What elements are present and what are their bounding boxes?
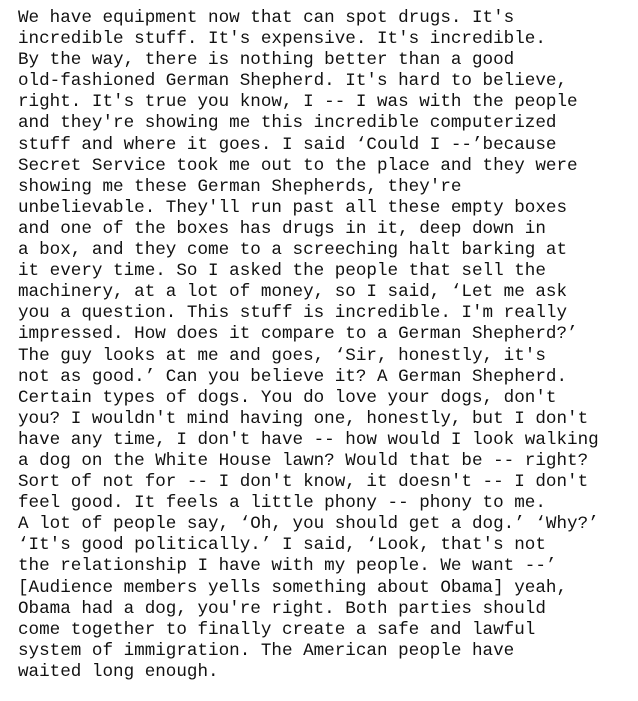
- text-line-25: A lot of people say, ‘Oh, you should get a dog.’ ‘Why?’: [18, 514, 599, 535]
- text-line-8: Secret Service took me out to the place and they were: [18, 155, 578, 176]
- text-line-22: a dog on the White House lawn? Would that be -- right?: [18, 450, 589, 471]
- text-line-1: We have equipment now that can spot drugs. It's: [18, 8, 515, 28]
- text-line-14: machinery, at a lot of money, so I said, ‘Let me ask: [18, 282, 568, 303]
- text-line-2: incredible stuff. It's expensive. It's incredible.: [18, 29, 546, 50]
- text-line-29: Obama had a dog, you're right. Both parties should: [18, 598, 546, 619]
- text-line-17: The guy looks at me and goes, ‘Sir, honestly, it's: [18, 345, 546, 366]
- text-line-10: unbelievable. They'll run past all these empty boxes: [18, 197, 568, 218]
- text-line-11: and one of the boxes has drugs in it, deep down in: [18, 218, 546, 239]
- text-line-20: you? I wouldn't mind having one, honestly, but I don't: [18, 408, 589, 429]
- text-line-15: you a question. This stuff is incredible. I'm really: [18, 303, 568, 324]
- text-line-6: and they're showing me this incredible computerized: [18, 113, 557, 134]
- text-line-30: come together to finally create a safe and lawful: [18, 619, 536, 640]
- text-line-3: By the way, there is nothing better than a good: [18, 50, 515, 71]
- text-line-7: stuff and where it goes. I said ‘Could I --’because: [18, 134, 557, 155]
- text-line-9: showing me these German Shepherds, they're: [18, 176, 462, 197]
- text-line-23: Sort of not for -- I don't know, it doesn't -- I don't: [18, 472, 589, 493]
- text-line-19: Certain types of dogs. You do love your dogs, don't: [18, 387, 557, 408]
- text-line-12: a box, and they come to a screeching halt barking at: [18, 240, 568, 261]
- text-line-21: have any time, I don't have -- how would I look walking: [18, 429, 599, 450]
- text-line-32: waited long enough.: [18, 661, 219, 682]
- text-line-16: impressed. How does it compare to a German Shepherd?’: [18, 324, 578, 345]
- text-line-4: old-fashioned German Shepherd. It's hard to believe,: [18, 71, 568, 92]
- text-line-27: the relationship I have with my people. We want --’: [18, 556, 557, 577]
- text-line-5: right. It's true you know, I -- I was with the people: [18, 92, 578, 113]
- text-line-26: ‘It's good politically.’ I said, ‘Look, that's not: [18, 535, 546, 556]
- text-line-28: [Audience members yells something about Obama] yeah,: [18, 577, 568, 598]
- text-line-31: system of immigration. The American people have: [18, 640, 515, 661]
- text-line-24: feel good. It feels a little phony -- phony to me.: [18, 493, 546, 514]
- text-line-18: not as good.’ Can you believe it? A German Shepherd.: [18, 366, 568, 387]
- text-line-13: it every time. So I asked the people that sell the: [18, 261, 546, 282]
